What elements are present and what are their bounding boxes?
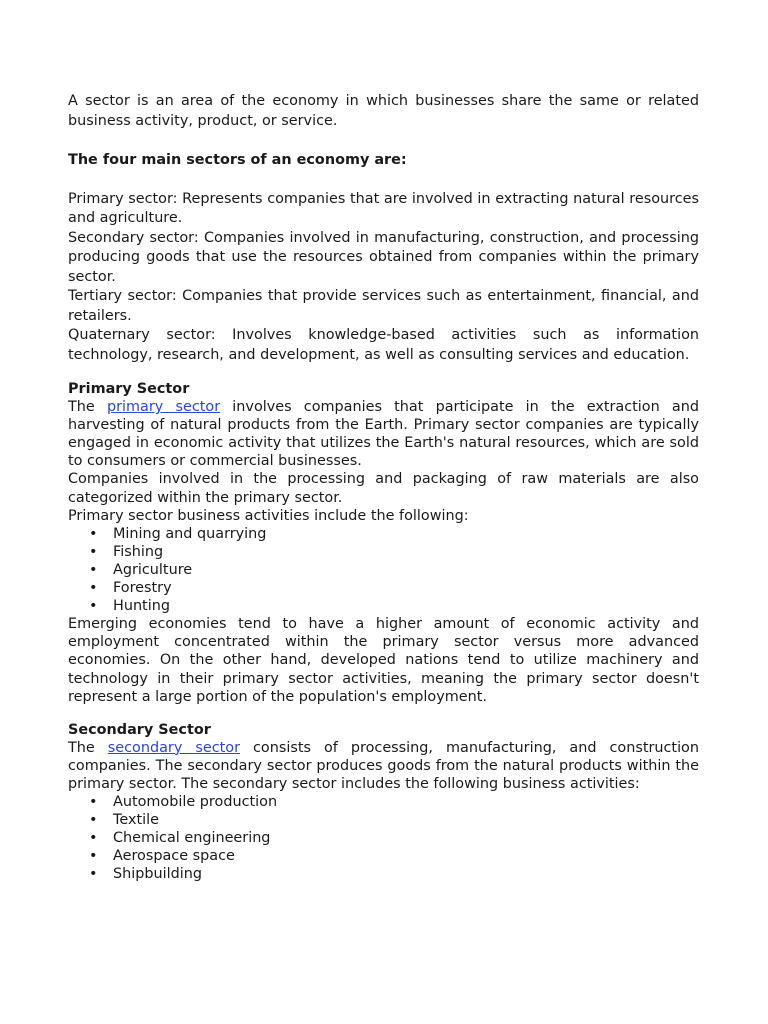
secondary-intro-text: The [68, 739, 108, 756]
primary-sector-heading: Primary Sector [68, 381, 190, 397]
primary-intro-text: The [68, 399, 107, 416]
primary-economies-paragraph: Emerging economies tend to have a higher amount of economic activity and employment concentrated within the primary sector versus more advanced economies. On the other hand, developed nations tend to utilize machinery and technology in their primary sector activities, meaning the primary sector doesn't represent a large portion of the population's employment. [68, 616, 699, 705]
primary-activities-intro: Primary sector business activities include the following: [68, 507, 469, 524]
bullet-icon: • [89, 794, 98, 811]
list-item: • Hunting [89, 598, 170, 615]
bullet-icon: • [89, 525, 98, 542]
sector-definition-tertiary: Tertiary sector: Companies that provide services such as entertainment, financial, and retailers. [68, 288, 699, 324]
list-item: • Forestry [89, 580, 172, 597]
bullet-icon: • [89, 830, 98, 847]
bullet-icon: • [89, 866, 98, 883]
list-item: • Agriculture [89, 561, 193, 578]
primary-processing-paragraph: Companies involved in the processing and packaging of raw materials are also categorized within the primary sector. [68, 471, 699, 506]
sector-definition-quaternary: Quaternary sector: Involves knowledge-based activities such as information technology, research, and development, as well as consulting services and education. [68, 327, 699, 363]
list-item: • Shipbuilding [89, 866, 203, 883]
sector-definition-secondary: Secondary sector: Companies involved in manufacturing, construction, and processing producing goods that use the resources obtained from companies within the primary sector. [68, 229, 699, 285]
document-page [68, 92, 699, 884]
bullet-icon: • [89, 848, 98, 865]
list-item: • Fishing [89, 543, 164, 560]
bullet-icon: • [89, 580, 98, 597]
secondary-sector-paragraph [68, 739, 699, 793]
list-item: • Chemical engineering [89, 830, 271, 847]
bullet-icon: • [89, 543, 98, 560]
main-sectors-heading: The four main sectors of an economy are: [68, 151, 407, 168]
bullet-icon: • [89, 812, 98, 829]
list-item: • Aerospace space [89, 848, 235, 865]
primary-activities-list [68, 525, 699, 615]
secondary-body-text: consists of processing, manufacturing, and construction companies. The secondary sector produces goods from the natural products within the primary sector. The secondary sector includes the following business activities: [68, 739, 699, 792]
sector-definition-primary: Primary sector: Represents companies that are involved in extracting natural resources and agriculture. [68, 190, 699, 226]
primary-sector-link[interactable]: primary sector [106, 399, 221, 416]
intro-paragraph: A sector is an area of the economy in which businesses share the same or related business activity, product, or service. [68, 93, 699, 129]
primary-body-text: involves companies that participate in the extraction and harvesting of natural products from the Earth. Primary sector companies are typically engaged in economic activity that utilizes the Earth's natural resources, which are sold to consumers or commercial businesses. [68, 399, 699, 470]
secondary-sector-heading: Secondary Sector [68, 721, 211, 738]
secondary-sector-link[interactable]: secondary sector [107, 739, 240, 756]
primary-sector-paragraph [68, 398, 699, 470]
list-item: • Mining and quarrying [89, 525, 267, 542]
bullet-icon: • [89, 561, 98, 578]
secondary-activities-list [68, 793, 699, 883]
list-item: • Automobile production [89, 794, 278, 811]
list-item: • Textile [89, 812, 159, 829]
bullet-icon: • [89, 598, 98, 615]
